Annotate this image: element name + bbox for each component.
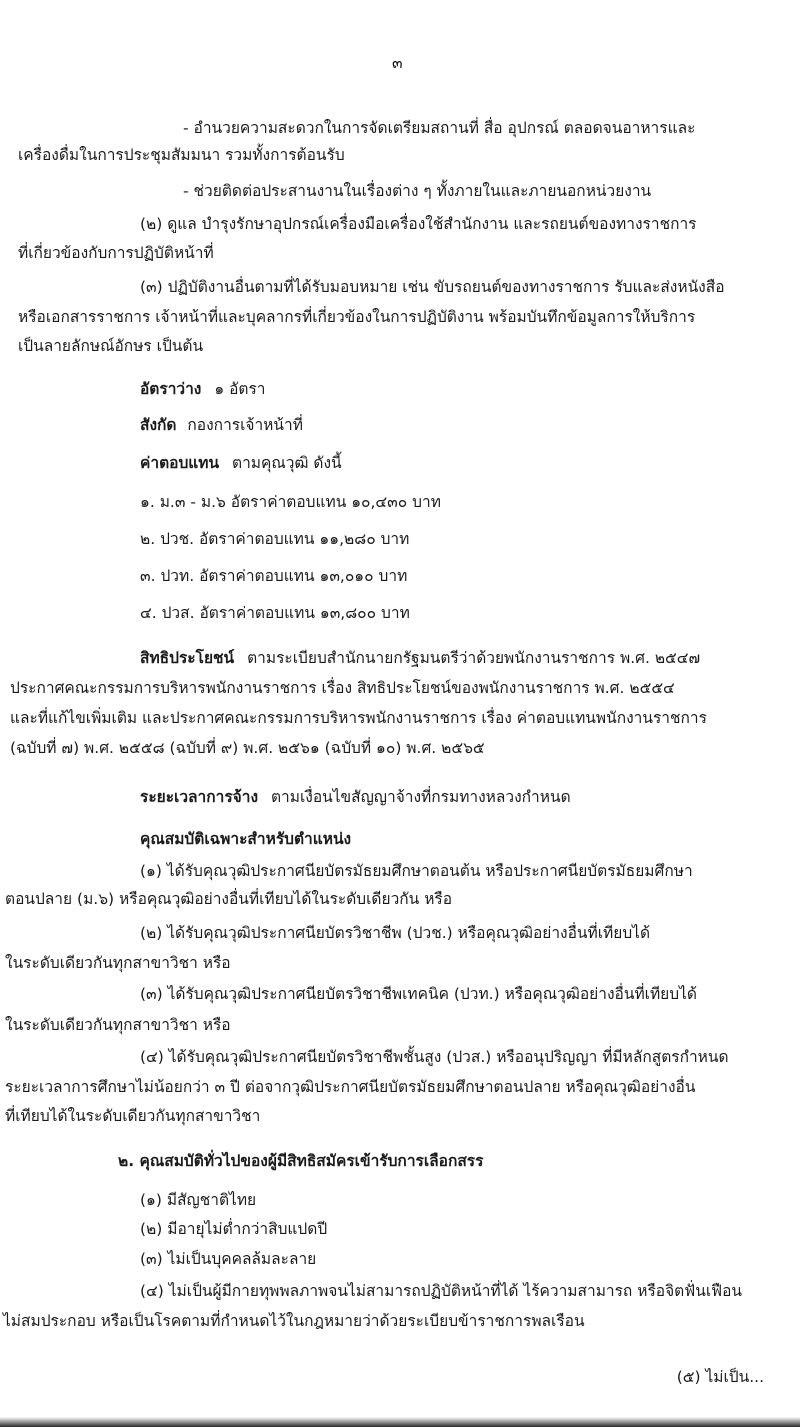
general-item: (๒) มีอายุไม่ต่ำกว่าสิบแปดปี	[140, 1220, 328, 1238]
duty-line: (๓) ปฏิบัติงานอื่นตามที่ได้รับมอบหมาย เช่น ขับรถยนต์ของทางราชการ รับและส่งหนังสือ	[140, 278, 725, 296]
duration-row	[140, 786, 571, 808]
duty-line: - ช่วยติดต่อประสานงานในเรื่องต่าง ๆ ทั้งภายในและภายนอกหน่วยงาน	[183, 182, 652, 200]
benefits-line: และที่แก้ไขเพิ่มเติม และประกาศคณะกรรมการบริหารพนักงานราชการ เรื่อง ค่าตอบแทนพนักงานราชการ	[10, 709, 707, 727]
vacancy-label: อัตราว่าง	[140, 380, 202, 398]
qualification-line: ระยะเวลาการศึกษาไม่น้อยกว่า ๓ ปี ต่อจากวุฒิประกาศนียบัตรมัธยมศึกษาตอนปลาย หรือคุณวุฒิอย่างอื่น	[5, 1078, 696, 1096]
general-item: (๔) ไม่เป็นผู้มีกายทุพพลภาพจนไม่สามารถปฏิบัติหน้าที่ได้ ไร้ความสามารถ หรือจิตฟั่นเฟือน	[140, 1282, 742, 1300]
general-heading: ๒. คุณสมบัติทั่วไปของผู้มีสิทธิสมัครเข้ารับการเลือกสรร	[118, 1152, 484, 1170]
qualification-line: ตอนปลาย (ม.๖) หรือคุณวุฒิอย่างอื่นที่เทียบได้ในระดับเดียวกัน หรือ	[5, 890, 453, 908]
qualification-line: ที่เทียบได้ในระดับเดียวกันทุกสาขาวิชา	[5, 1107, 261, 1125]
qualification-line: (๓) ได้รับคุณวุฒิประกาศนียบัตรวิชาชีพเทคนิค (ปวท.) หรือคุณวุฒิอย่างอื่นที่เทียบได้	[140, 985, 697, 1003]
compensation-item: ๑. ม.๓ - ม.๖ อัตราค่าตอบแทน ๑๐,๔๓๐ บาท	[140, 493, 441, 511]
compensation-item: ๓. ปวท. อัตราค่าตอบแทน ๑๓,๐๑๐ บาท	[140, 567, 408, 585]
duty-line: เครื่องดื่มในการประชุมสัมมนา รวมทั้งการต้อนรับ	[18, 146, 345, 164]
continuation-note: (๕) ไม่เป็น...	[676, 1368, 764, 1386]
compensation-row	[140, 452, 342, 474]
duty-line: ที่เกี่ยวข้องกับการปฏิบัติหน้าที่	[18, 244, 214, 262]
benefits-first-line	[140, 647, 700, 669]
duration-value: ตามเงื่อนไขสัญญาจ้างที่กรมทางหลวงกำหนด	[270, 788, 571, 806]
compensation-value: ตามคุณวุฒิ ดังนี้	[232, 454, 342, 472]
general-item: ไม่สมประกอบ หรือเป็นโรคตามที่กำหนดไว้ในกฎหมายว่าด้วยระเบียบข้าราชการพลเรือน	[3, 1312, 585, 1330]
vacancy-value: ๑ อัตรา	[214, 380, 266, 398]
affiliation-value: กองการเจ้าหน้าที่	[187, 416, 303, 434]
scan-edge-shadow	[0, 1417, 800, 1427]
benefits-line: ประกาศคณะกรรมการบริหารพนักงานราชการ เรื่อง สิทธิประโยชน์ของพนักงานราชการ พ.ศ. ๒๕๕๔	[10, 679, 675, 697]
qualifications-heading: คุณสมบัติเฉพาะสำหรับตำแหน่ง	[140, 830, 352, 848]
compensation-label: ค่าตอบแทน	[140, 454, 220, 472]
benefits-line: (ฉบับที่ ๗) พ.ศ. ๒๕๕๘ (ฉบับที่ ๙) พ.ศ. ๒๕๖๑ (ฉบับที่ ๑๐) พ.ศ. ๒๕๖๕	[10, 739, 485, 757]
general-item: (๓) ไม่เป็นบุคคลล้มละลาย	[140, 1250, 317, 1268]
vacancy-row	[140, 378, 266, 400]
benefits-label: สิทธิประโยชน์	[140, 649, 235, 667]
duty-line: เป็นลายลักษณ์อักษร เป็นต้น	[18, 337, 204, 355]
qualification-line: (๔) ได้รับคุณวุฒิประกาศนียบัตรวิชาชีพชั้นสูง (ปวส.) หรืออนุปริญญา ที่มีหลักสูตรกำหนด	[140, 1048, 729, 1066]
duration-label: ระยะเวลาการจ้าง	[140, 788, 259, 806]
affiliation-label: สังกัด	[140, 416, 177, 434]
compensation-item: ๒. ปวช. อัตราค่าตอบแทน ๑๑,๒๘๐ บาท	[140, 530, 410, 548]
compensation-item: ๔. ปวส. อัตราค่าตอบแทน ๑๓,๘๐๐ บาท	[140, 604, 410, 622]
benefits-line: ตามระเบียบสำนักนายกรัฐมนตรีว่าด้วยพนักงานราชการ พ.ศ. ๒๕๔๗	[247, 649, 701, 667]
qualification-line: ในระดับเดียวกันทุกสาขาวิชา หรือ	[5, 954, 231, 972]
affiliation-row	[140, 414, 303, 436]
qualification-line: ในระดับเดียวกันทุกสาขาวิชา หรือ	[5, 1016, 231, 1034]
duty-line: - อำนวยความสะดวกในการจัดเตรียมสถานที่ สื่อ อุปกรณ์ ตลอดจนอาหารและ	[183, 119, 696, 137]
duty-line: หรือเอกสารราชการ เจ้าหน้าที่และบุคลากรที่เกี่ยวข้องในการปฏิบัติงาน พร้อมบันทึกข้อมูลการให้บริการ	[18, 308, 696, 326]
general-item: (๑) มีสัญชาติไทย	[140, 1191, 257, 1209]
qualification-line: (๑) ได้รับคุณวุฒิประกาศนียบัตรมัธยมศึกษาตอนต้น หรือประกาศนียบัตรมัธยมศึกษา	[140, 862, 693, 880]
duty-line: (๒) ดูแล บำรุงรักษาอุปกรณ์เครื่องมือเครื่องใช้สำนักงาน และรถยนต์ของทางราชการ	[140, 215, 697, 233]
qualification-line: (๒) ได้รับคุณวุฒิประกาศนียบัตรวิชาชีพ (ปวช.) หรือคุณวุฒิอย่างอื่นที่เทียบได้	[140, 924, 651, 942]
page-number: ๓	[392, 54, 403, 72]
